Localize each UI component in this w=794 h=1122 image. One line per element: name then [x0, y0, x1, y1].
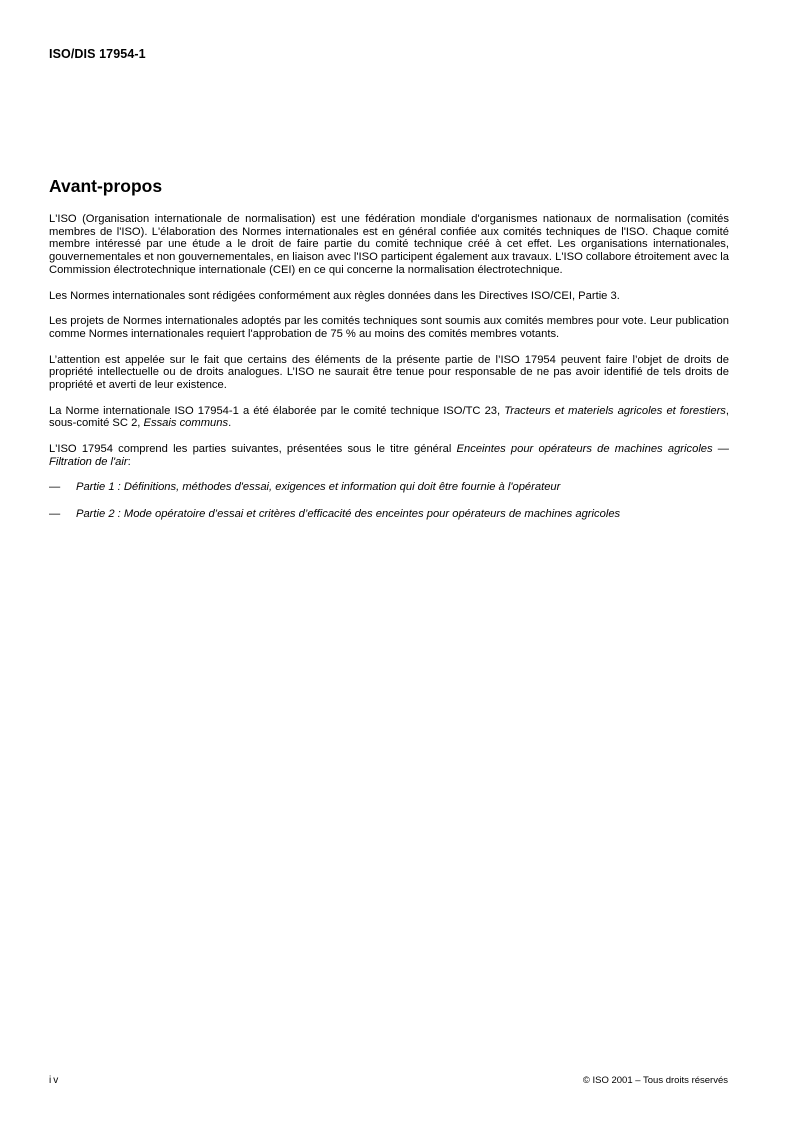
committee-name: Tracteurs et materiels agricoles et forestiers [504, 404, 726, 417]
list-item [49, 481, 729, 494]
copyright-notice: © ISO 2001 – Tous droits réservés [582, 1075, 728, 1086]
paragraph-patent-rights: L’attention est appelée sur le fait que certains des éléments de la présente partie de l’ISO 17954 peuvent faire l’objet de droits de propriété intellectuelle ou de droits analogues. L’ISO ne saurait être tenue pour responsable de ne pas avoir identifié de tels droits de propriété et averti de leur existence. [49, 353, 729, 392]
committee-text-b: , sous-comité SC 2, [49, 404, 729, 430]
paragraph-parts-intro [49, 443, 729, 468]
foreword-section [49, 176, 729, 536]
paragraph-committee [49, 405, 729, 430]
parts-intro-text: L'ISO 17954 comprend les parties suivantes, présentées sous le titre général [49, 443, 457, 456]
general-title: Enceintes pour opérateurs de machines agricoles — Filtration de l'air [49, 443, 729, 468]
document-id: ISO/DIS 17954-1 [49, 47, 146, 61]
list-item [49, 508, 729, 521]
committee-text-a: La Norme internationale ISO 17954-1 a été élaborée par le comité technique ISO/TC 23, [49, 404, 505, 417]
paragraph-directives: Les Normes internationales sont rédigées conformément aux règles données dans les Directives ISO/CEI, Partie 3. [49, 289, 620, 302]
dash-marker: — [49, 508, 61, 521]
section-title: Avant-propos [49, 176, 163, 196]
dash-marker: — [49, 480, 61, 493]
list-item-text: Partie 2 : Mode opératoire d’essai et critères d’efficacité des enceintes pour opérateurs de machines agricoles [76, 508, 621, 521]
subcommittee-name: Essais communs [143, 417, 229, 430]
parts-intro-colon: : [127, 455, 131, 468]
paragraph-iso-intro: L'ISO (Organisation internationale de normalisation) est une fédération mondiale d'organismes nationaux de normalisation (comités membres de l'ISO). L'élaboration des Normes internationales est en général confiée aux comités techniques de l'ISO. Chaque comité membre intéressé par une étude a le droit de faire partie du comité technique créé à cet effet. Les organisations internationales, gouvernementales et non gouvernementales, en liaison avec l'ISO participent également aux travaux. L'ISO collabore étroitement avec la Commission électrotechnique internationale (CEI) en ce qui concerne la normalisation électrotechnique. [49, 213, 729, 276]
list-item-text: Partie 1 : Définitions, méthodes d'essai, exigences et information qui doit être fournie à l'opérateur [76, 480, 561, 493]
page-number: iv [49, 1075, 61, 1086]
paragraph-voting: Les projets de Normes internationales adoptés par les comités techniques sont soumis aux comités membres pour vote. Leur publication comme Normes internationales requiert l'approbation de 75 % au moins des comités membres votants. [49, 315, 729, 340]
committee-text-c: . [228, 417, 232, 430]
